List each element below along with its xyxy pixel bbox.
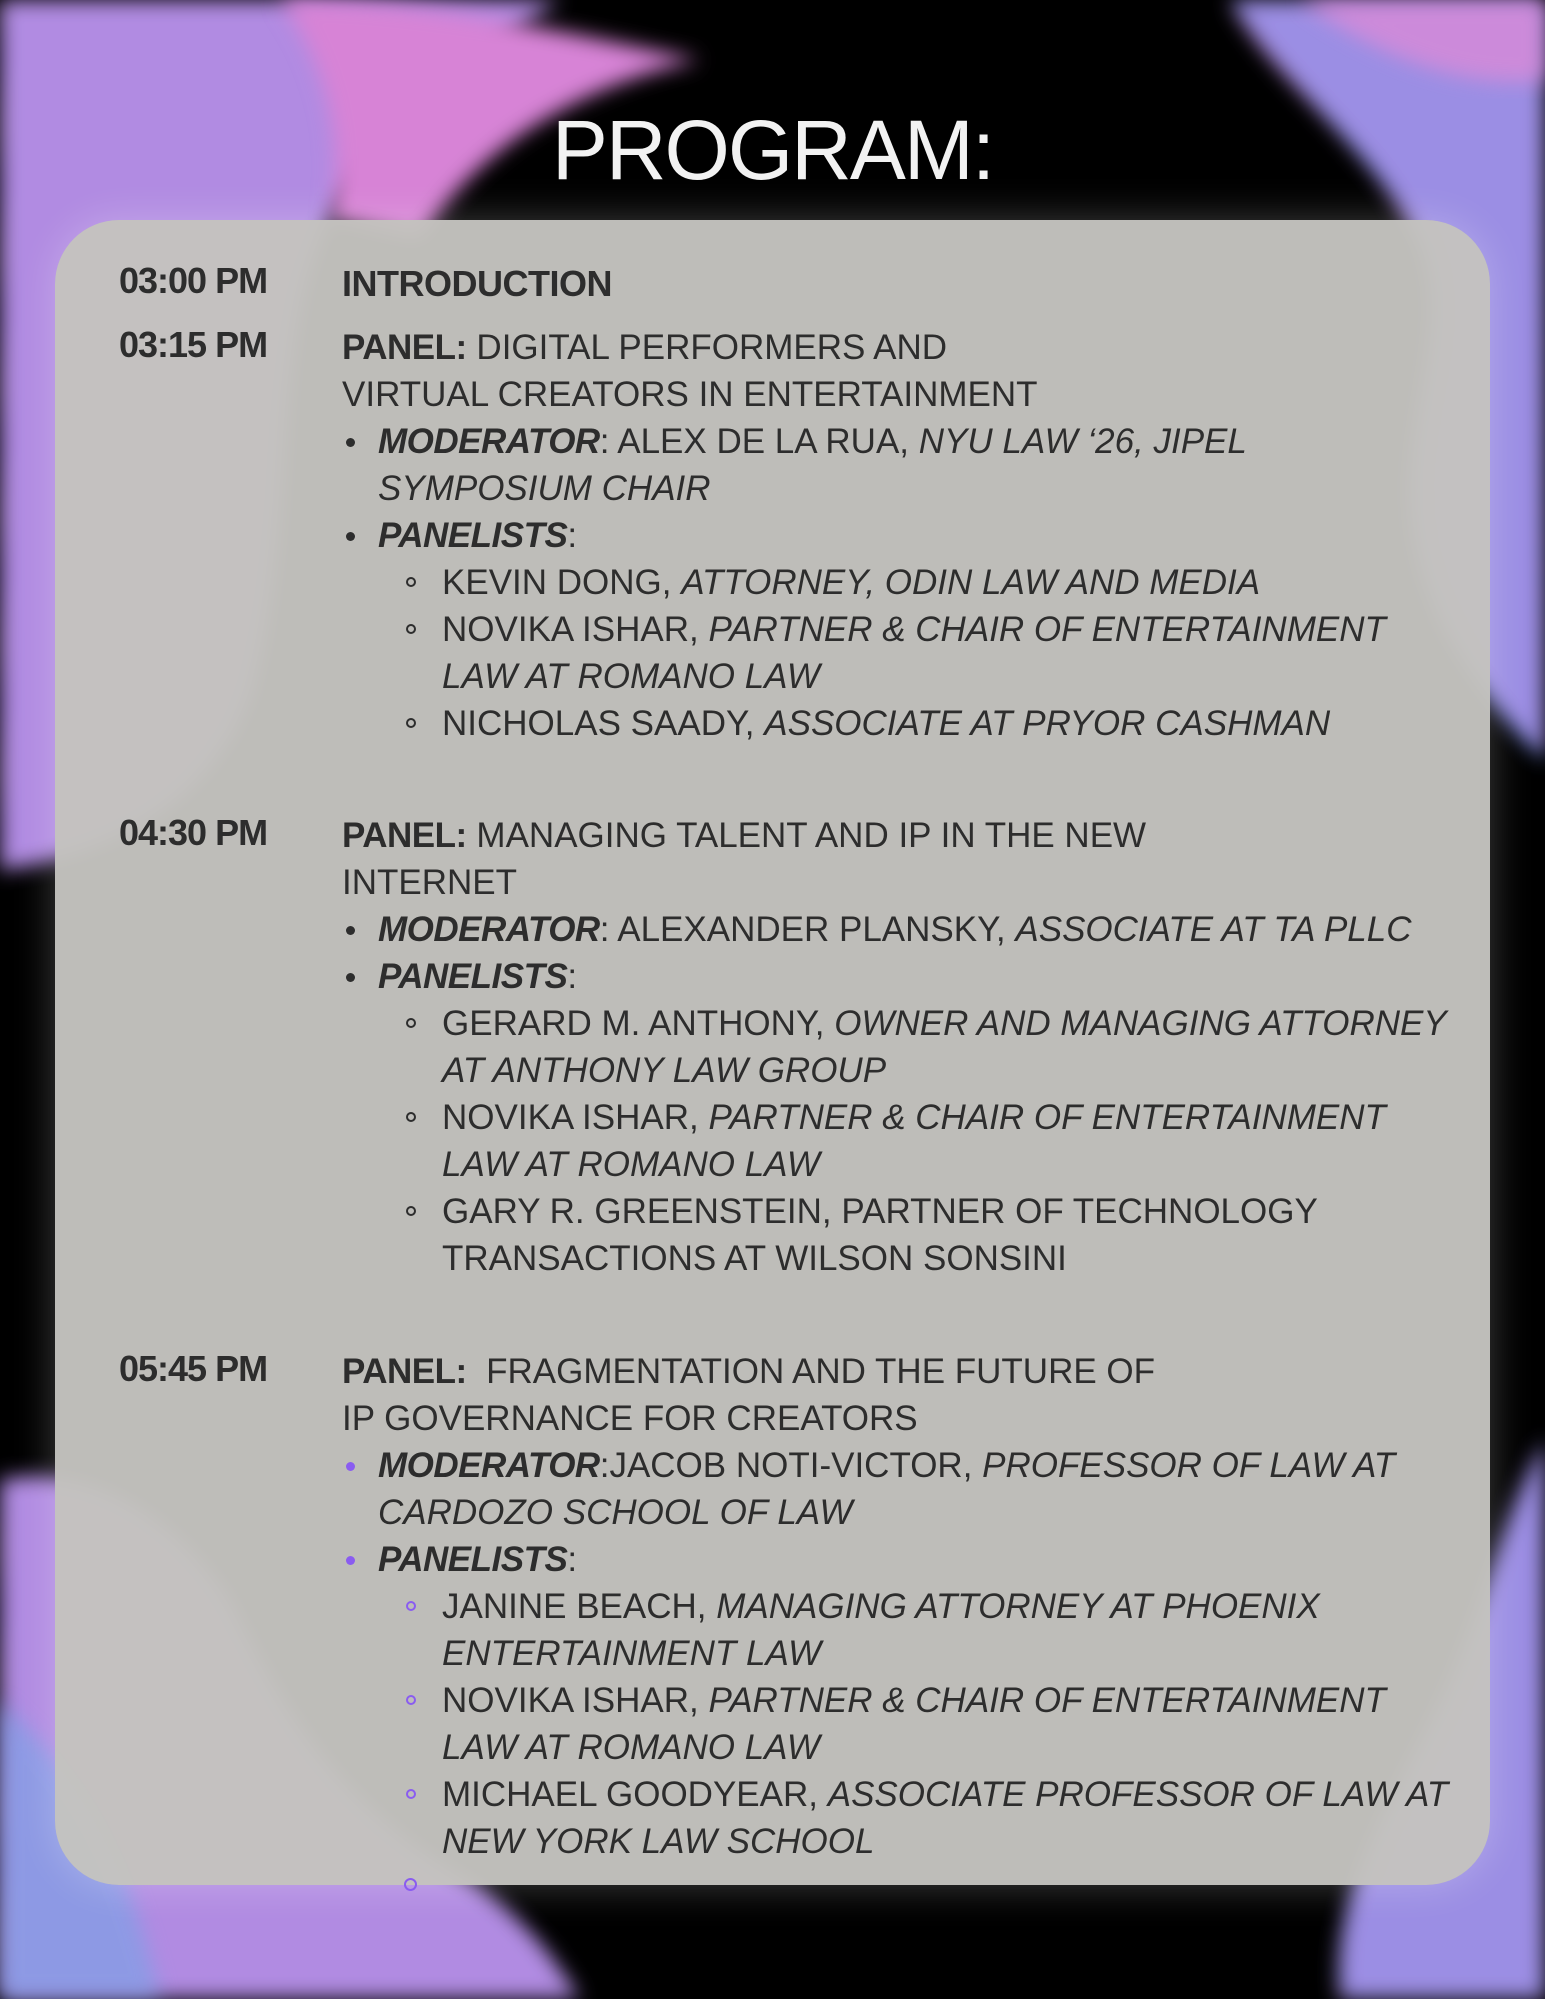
moderator-name: JACOB NOTI-VICTOR, xyxy=(609,1446,983,1485)
panelists-label: PANELISTS xyxy=(378,957,568,996)
panelist-name: NICHOLAS SAADY, xyxy=(442,704,765,743)
panelists-item xyxy=(340,512,1460,747)
panel-roster xyxy=(340,1442,1460,1865)
moderator-role: PROFESSOR OF LAW AT CARDOZO SCHOOL OF LAW xyxy=(378,1446,1396,1532)
panel-heading xyxy=(340,812,1160,906)
panelist-role: ATTORNEY, ODIN LAW AND MEDIA xyxy=(681,563,1261,602)
panel-details xyxy=(340,324,1100,418)
panelist-item xyxy=(340,606,1460,700)
panelist-name: GARY R. GREENSTEIN, PARTNER OF TECHNOLOGY TRANSACTIONS AT WILSON SONSINI xyxy=(442,1192,1318,1278)
panel-heading xyxy=(340,1348,1170,1442)
panelist-name: NOVIKA ISHAR, xyxy=(442,610,709,649)
moderator-name: ALEXANDER PLANSKY, xyxy=(617,910,1016,949)
moderator-item xyxy=(340,418,1460,512)
panel-details xyxy=(340,812,1160,906)
session-time: 03:00 PM xyxy=(119,260,268,301)
panelist-role: ASSOCIATE AT PRYOR CASHMAN xyxy=(764,704,1331,743)
panelist-role: MANAGING ATTORNEY AT PHOENIX ENTERTAINMENT LAW xyxy=(442,1587,1320,1673)
moderator-item xyxy=(340,906,1460,953)
panelists-item xyxy=(340,953,1460,1282)
panel-heading xyxy=(340,324,1100,418)
moderator-role: NYU LAW ‘26, JIPEL SYMPOSIUM CHAIR xyxy=(378,422,1247,508)
page-title: PROGRAM: xyxy=(551,103,994,197)
panel-title: FRAGMENTATION AND THE FUTURE OF IP GOVERNANCE FOR CREATORS xyxy=(342,1352,1165,1438)
moderator-separator: : xyxy=(599,910,618,949)
panel-details xyxy=(340,1348,1170,1442)
panelist-role: ASSOCIATE PROFESSOR OF LAW AT NEW YORK LAW SCHOOL xyxy=(442,1775,1449,1861)
panelist-item xyxy=(340,559,1460,606)
moderator-label: MODERATOR xyxy=(378,910,600,949)
panelist-item xyxy=(340,1677,1460,1771)
panelist-role: PARTNER & CHAIR OF ENTERTAINMENT LAW AT ROMANO LAW xyxy=(442,610,1386,696)
panelist-name: MICHAEL GOODYEAR, xyxy=(442,1775,828,1814)
panelists-label: PANELISTS xyxy=(378,516,568,555)
panelist-item xyxy=(340,1000,1460,1094)
program-card xyxy=(55,220,1490,1885)
moderator-item xyxy=(340,1442,1460,1536)
panelist-item xyxy=(340,700,1460,747)
moderator-name: ALEX DE LA RUA, xyxy=(617,422,919,461)
session-time: 05:45 PM xyxy=(119,1348,268,1389)
panelists-item xyxy=(340,1536,1460,1865)
panelists-separator: : xyxy=(567,516,578,555)
panelist-name: JANINE BEACH, xyxy=(442,1587,717,1626)
panel-title: MANAGING TALENT AND IP IN THE NEW INTERNET xyxy=(342,816,1147,902)
panel-roster xyxy=(340,906,1460,1282)
moderator-separator: : xyxy=(599,1446,610,1485)
panel-title: DIGITAL PERFORMERS AND VIRTUAL CREATORS IN ENTERTAINMENT xyxy=(342,328,1038,414)
session-title: INTRODUCTION xyxy=(342,263,612,304)
moderator-separator: : xyxy=(599,422,618,461)
moderator-role: ASSOCIATE AT TA PLLC xyxy=(1015,910,1412,949)
session-time: 04:30 PM xyxy=(119,812,268,853)
moderator-label: MODERATOR xyxy=(378,1446,600,1485)
panelist-item xyxy=(340,1094,1460,1188)
panelist-name: GERARD M. ANTHONY, xyxy=(442,1004,835,1043)
empty-list-bullet xyxy=(404,1878,417,1891)
panelist-role: PARTNER & CHAIR OF ENTERTAINMENT LAW AT ROMANO LAW xyxy=(442,1098,1386,1184)
session-time: 03:15 PM xyxy=(119,324,268,365)
moderator-label: MODERATOR xyxy=(378,422,600,461)
panelist-role: PARTNER & CHAIR OF ENTERTAINMENT LAW AT ROMANO LAW xyxy=(442,1681,1386,1767)
panelist-name: KEVIN DONG, xyxy=(442,563,682,602)
panel-label: PANEL: xyxy=(342,1352,467,1391)
panelist-name: NOVIKA ISHAR, xyxy=(442,1681,709,1720)
panelist-item xyxy=(340,1771,1460,1865)
panelist-name: NOVIKA ISHAR, xyxy=(442,1098,709,1137)
panelist-role: OWNER AND MANAGING ATTORNEY AT ANTHONY LAW GROUP xyxy=(442,1004,1447,1090)
panelists-separator: : xyxy=(567,1540,578,1579)
panelist-item xyxy=(340,1188,1460,1282)
panel-label: PANEL: xyxy=(342,816,467,855)
panelist-item xyxy=(340,1583,1460,1677)
panel-label: PANEL: xyxy=(342,328,467,367)
panelists-label: PANELISTS xyxy=(378,1540,568,1579)
panelists-separator: : xyxy=(567,957,578,996)
panel-roster xyxy=(340,418,1460,747)
